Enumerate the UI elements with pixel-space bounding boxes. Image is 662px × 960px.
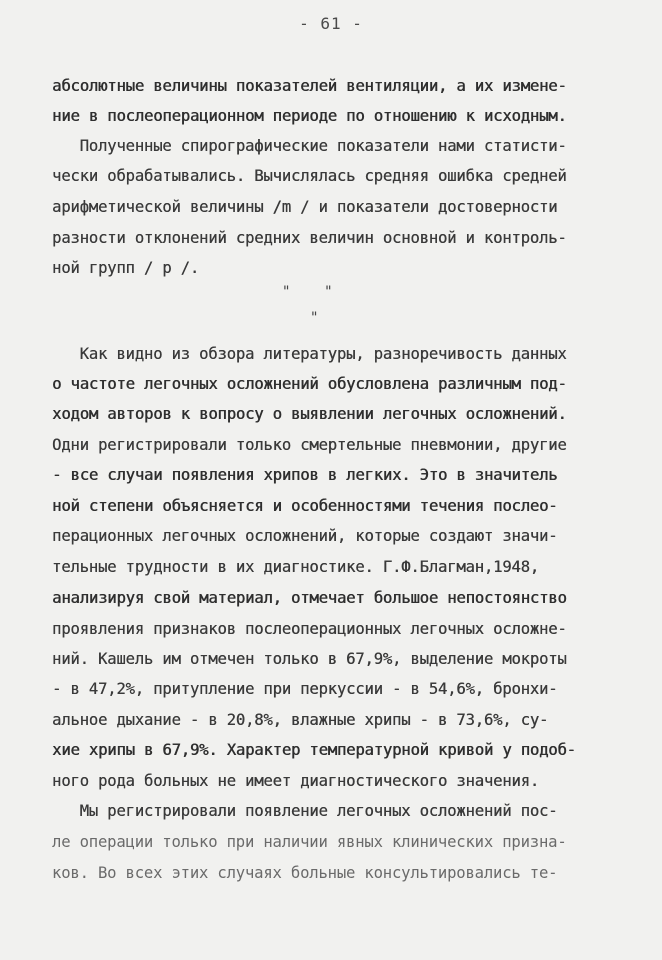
text-line: - в 47,2%, притупление при перкуссии - в 54,6%, бронхи- — [52, 680, 558, 698]
text-line: перационных легочных осложнений, которые создают значи- — [52, 527, 558, 545]
text-line: альное дыхание - в 20,8%, влажные хрипы - в 73,6%, су- — [52, 711, 549, 729]
section-separator-bottom: " — [310, 310, 319, 326]
text-line: абсолютные величины показателей вентиляции, а их измене- — [52, 77, 567, 95]
text-line: тельные трудности в их диагностике. Г.Ф.Благман,1948, — [52, 558, 539, 576]
text-line: анализируя свой материал, отмечает большое непостоянство — [52, 589, 567, 607]
text-line: Полученные спирографические показатели нами статисти- — [52, 137, 567, 155]
text-line: ков. Во всех этих случаях больные консультировались те- — [52, 864, 558, 882]
text-line: чески обрабатывались. Вычислялась средняя ошибка средней — [52, 167, 567, 185]
text-line: хие хрипы в 67,9%. Характер температурной кривой у подоб- — [52, 741, 576, 759]
text-line: - все случаи появления хрипов в легких. Это в значитель — [52, 466, 558, 484]
text-line: о частоте легочных осложнений обусловлена различным под- — [52, 375, 567, 393]
text-line: проявления признаков послеоперационных легочных осложне- — [52, 620, 567, 638]
text-line: Одни регистрировали только смертельные пневмонии, другие — [52, 436, 567, 454]
text-line: ний. Кашель им отмечен только в 67,9%, выделение мокроты — [52, 650, 567, 668]
section-separator-top: " " — [282, 284, 333, 300]
text-line: ние в послеоперационном периоде по отношению к исходным. — [52, 107, 567, 125]
text-line: ной групп / р /. — [52, 259, 200, 277]
text-line: ле операции только при наличии явных клинических призна- — [52, 833, 567, 851]
page-number: - 61 - — [299, 14, 363, 33]
text-line: ного рода больных не имеет диагностического значения. — [52, 772, 539, 790]
text-line: разности отклонений средних величин основной и контроль- — [52, 229, 567, 247]
text-line: арифметической величины /m / и показатели достоверности — [52, 198, 558, 216]
text-line: ходом авторов к вопросу о выявлении легочных осложнений. — [52, 405, 567, 423]
text-line: Мы регистрировали появление легочных осложнений пос- — [52, 802, 558, 820]
text-line: ной степени объясняется и особенностями течения послео- — [52, 497, 558, 515]
text-line: Как видно из обзора литературы, разноречивость данных — [52, 345, 567, 363]
